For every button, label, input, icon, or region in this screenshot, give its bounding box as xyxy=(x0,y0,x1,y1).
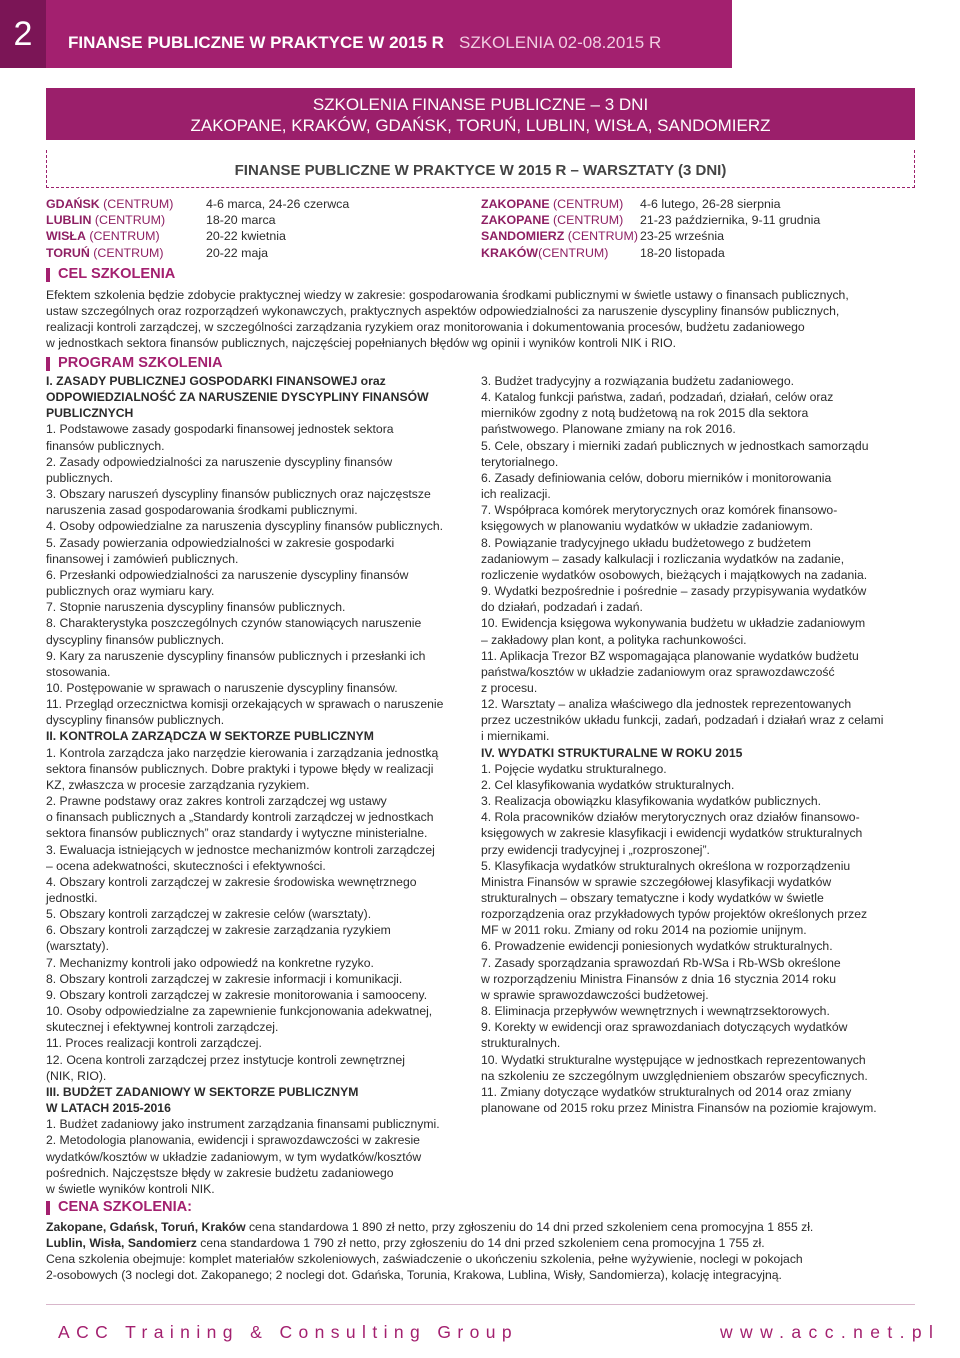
program-line: i miernikami. xyxy=(481,729,550,744)
banner-line-2: ZAKOPANE, KRAKÓW, GDAŃSK, TORUŃ, LUBLIN, WISŁA, SANDOMIERZ xyxy=(190,116,771,135)
header-bar xyxy=(0,0,732,68)
program-line: terytorialnego. xyxy=(481,454,559,469)
program-line: 12. Warsztaty – analiza właściwego dla jednostek reprezentowanych xyxy=(481,697,852,712)
program-line: ich realizacji. xyxy=(481,487,551,502)
program-line: 6. Prowadzenie ewidencji poniesionych wydatków strukturalnych. xyxy=(481,939,833,954)
program-line: stosowania. xyxy=(46,664,111,679)
program-line: 11. Przegląd orzecznictwa komisji orzekających w sprawach o naruszenie xyxy=(46,697,444,712)
program-line: 11. Zmiany dotyczące wydatków strukturalnych od 2014 oraz zmiany xyxy=(481,1084,852,1099)
program-line: 4. Katalog funkcji państwa, zadań, podzadań, działań, celów oraz xyxy=(481,390,834,405)
goal-line: w jednostkach sektora finansów publicznych, najczęściej popełnianych błędów wg opinii i wyników kontroli NIK i RIO. xyxy=(46,336,676,351)
program-line: 3. Budżet tradycyjny a rozwiązania budżetu zadaniowego. xyxy=(481,374,795,388)
program-line: 9. Korekty w ewidencji oraz sprawozdaniach dotyczących wydatków xyxy=(481,1020,848,1035)
program-line: naruszenia zasad gospodarowania środkami publicznymi. xyxy=(46,503,358,518)
location-dates: 18-20 listopada xyxy=(640,245,725,260)
program-line: KZ, zwłaszcza w procesie zarządzania ryzykiem. xyxy=(46,777,310,792)
program-line: dyscypliny finansów publicznych. xyxy=(46,632,225,647)
goal-line: realizacji kontroli zarządczej, w szczególności zarządzania ryzykiem oraz monitorowania i dokumentowania procesów, budżetu zadaniowego xyxy=(46,320,805,335)
program-line: W LATACH 2015-2016 xyxy=(46,1101,171,1116)
program-line: 6. Przesłanki odpowiedzialności za naruszenie dyscypliny finansów xyxy=(46,567,409,582)
location-row: TORUŃ (CENTRUM) xyxy=(46,245,164,260)
program-line: mierników zgodny z notą budżetową na rok 2015 dla sektora xyxy=(481,406,809,421)
program-line: księgowych w zakresie klasyfikacji i ewidencji wydatków strukturalnych xyxy=(481,826,863,841)
program-line: sektora finansów publicznych. Dobre praktyki i typowe błędy w realizacji xyxy=(46,761,434,776)
program-line: 11. Proces realizacji kontroli zarządczej. xyxy=(46,1036,262,1051)
price-heading: CENA SZKOLENIA: xyxy=(46,1199,192,1215)
program-line: I. ZASADY PUBLICZNEJ GOSPODARKI FINANSOWEJ oraz xyxy=(46,374,386,388)
program-line: II. KONTROLA ZARZĄDCZA W SEKTORZE PUBLICZNYM xyxy=(46,729,374,744)
program-line: w świetle wyników kontroli NIK. xyxy=(46,1181,215,1196)
location-row: GDAŃSK (CENTRUM) xyxy=(46,197,174,211)
location-row: KRAKÓW(CENTRUM) xyxy=(481,245,609,260)
program-line: 7. Zasady sporządzania sprawozdań Rb-WSa i Rb-WSb określone xyxy=(481,955,841,970)
price-line: 2-osobowych (3 noclegi dot. Zakopanego; 2 noclegi dot. Gdańska, Torunia, Krakowa, Lublina, Wisły, Sandomierza), kolację integracyjną. xyxy=(46,1268,782,1283)
program-line: publicznych oraz wymiaru kary. xyxy=(46,584,215,599)
program-line: 3. Ewaluacja istniejących w jednostce mechanizmów kontroli zarządczej xyxy=(46,842,435,857)
program-line: – zakładowy plan kont, a polityka rachunkowości. xyxy=(481,632,747,647)
location-row: LUBLIN (CENTRUM) xyxy=(46,213,166,228)
program-line: 5. Zasady powierzania odpowiedzialności w zakresie gospodarki xyxy=(46,535,395,550)
program-line: skutecznej i efektywnej kontroli zarządczej. xyxy=(46,1020,279,1035)
banner-line-1: SZKOLENIA FINANSE PUBLICZNE – 3 DNI xyxy=(312,95,649,114)
goal-heading: CEL SZKOLENIA xyxy=(46,266,175,282)
program-line: 9. Kary za naruszenie dyscypliny finansów publicznych i przesłanki ich xyxy=(46,648,426,663)
program-line: 2. Metodologia planowania, ewidencji i sprawozdawczości w zakresie xyxy=(46,1133,420,1148)
program-line: 3. Realizacja obowiązku klasyfikowania wydatków publicznych. xyxy=(481,794,822,809)
program-line: 10. Osoby odpowiedzialne za zapewnienie funkcjonowania adekwatnej, xyxy=(46,1004,433,1019)
page-number: 2 xyxy=(0,0,46,68)
program-line: publicznych. xyxy=(46,470,114,485)
program-line: 8. Eliminacja przepływów wewnętrznych i wewnątrzsektorowych. xyxy=(481,1004,830,1019)
program-line: (warsztaty). xyxy=(46,939,109,954)
program-line: państwowego. Planowane zmiany na rok 2016. xyxy=(481,422,736,437)
program-line: 8. Charakterystyka poszczególnych czynów stanowiących naruszenie xyxy=(46,616,422,631)
program-line: zadaniowym – zasady kalkulacji i rozliczania wydatków na zadanie, xyxy=(481,551,845,566)
program-line: przez uczestników układu funkcji, zadań, podzadań i działań wraz z celami xyxy=(481,713,884,728)
program-line: 7. Stopnie naruszenia dyscypliny finansów publicznych. xyxy=(46,600,346,615)
workshop-box xyxy=(46,150,915,188)
program-line: 1. Kontrola zarządcza jako narzędzie kierowania i zarządzania jednostką xyxy=(46,745,439,760)
workshop-title: FINANSE PUBLICZNE W PRAKTYCE W 2015 R – WARSZTATY (3 DNI) xyxy=(234,162,727,179)
program-line: 5. Cele, obszary i mierniki zadań publicznych w jednostkach samorządu xyxy=(481,438,869,453)
dates-right xyxy=(640,196,820,261)
location-dates: 20-22 kwietnia xyxy=(206,229,286,244)
program-line: sektora finansów publicznych” oraz standardy i wytyczne ministerialne. xyxy=(46,826,428,841)
program-line: 5. Obszary kontroli zarządczej w zakresie celów (warsztaty). xyxy=(46,907,372,922)
location-dates: 4-6 marca, 24-26 czerwca xyxy=(206,197,350,211)
program-line: do działań, podzadań i zadań. xyxy=(481,600,643,615)
program-line: 9. Obszary kontroli zarządczej w zakresie monitorowania i samooceny. xyxy=(46,987,428,1002)
program-right-column xyxy=(481,373,915,1116)
program-line: wydatków/kosztów w układzie zadaniowym, w tym wydatków/kosztów xyxy=(46,1149,422,1164)
program-line: 4. Osoby odpowiedzialne za naruszenia dyscypliny finansów publicznych. xyxy=(46,519,443,534)
program-line: 7. Współpraca komórek merytorycznych oraz komórek finansowo- xyxy=(481,503,838,518)
location-dates: 18-20 marca xyxy=(206,213,276,228)
price-line: Zakopane, Gdańsk, Toruń, Kraków cena standardowa 1 890 zł netto, przy zgłoszeniu do 14 dni przed szkoleniem cena promocyjna 1 855 zł. xyxy=(46,1220,814,1234)
program-line: 4. Rola pracowników działów merytorycznych oraz działów finansowo- xyxy=(481,810,860,825)
program-line: 11. Aplikacja Trezor BZ wspomagająca planowanie wydatków budżetu xyxy=(481,648,859,663)
program-line: 9. Wydatki bezpośrednie i pośrednie – zasady przypisywania wydatków xyxy=(481,584,867,599)
program-line: finansów publicznych. xyxy=(46,438,165,453)
program-line: 8. Obszary kontroli zarządczej w zakresie informacji i komunikacji. xyxy=(46,971,403,986)
program-line: III. BUDŻET ZADANIOWY W SEKTORZE PUBLICZNYM xyxy=(46,1084,359,1099)
program-line: PUBLICZNYCH xyxy=(46,406,134,421)
price-line: Cena szkolenia obejmuje: komplet materiałów szkoleniowych, zaświadczenie o ukończeniu szkolenia, pełne wyżywienie, noclegi w pokojach xyxy=(46,1252,803,1267)
price-text xyxy=(46,1219,915,1283)
program-line: w rozporządzeniu Ministra Finansów z dnia 16 stycznia 2014 roku xyxy=(481,971,836,986)
dates-left xyxy=(206,196,349,261)
program-line: strukturalnych – obszary tematyczne i kody wydatków w świetle xyxy=(481,891,824,905)
program-line: na szkoleniu ze szczególnym uwzględnieniem obszarów specyficznych. xyxy=(481,1068,868,1083)
locations-left xyxy=(46,196,173,261)
program-line: 5. Klasyfikacja wydatków strukturalnych określona w rozporządzeniu xyxy=(481,858,851,873)
training-banner xyxy=(46,88,915,140)
location-row: WISŁA (CENTRUM) xyxy=(46,229,160,244)
program-line: 6. Obszary kontroli zarządczej w zakresie zarządzania ryzykiem xyxy=(46,923,391,938)
location-dates: 4-6 lutego, 26-28 sierpnia xyxy=(640,197,781,211)
program-line: 8. Powiązanie tradycyjnego układu budżetowego z budżetem xyxy=(481,535,811,550)
program-line: z procesu. xyxy=(481,680,538,695)
program-line: księgowych w planowaniu wydatków w układzie zadaniowym. xyxy=(481,519,813,534)
program-line: 10. Ewidencja księgowa wykonywania budżetu w układzie zadaniowym xyxy=(481,616,866,631)
program-line: dyscypliny finansów publicznych. xyxy=(46,713,225,728)
goal-text xyxy=(46,287,915,351)
program-heading: PROGRAM SZKOLENIA xyxy=(46,355,223,371)
program-line: 10. Wydatki strukturalne występujące w jednostkach reprezentowanych xyxy=(481,1052,866,1067)
header-subtitle: SZKOLENIA 02-08.2015 R xyxy=(459,33,662,52)
price-line: Lublin, Wisła, Sandomierz cena standardowa 1 790 zł netto, przy zgłoszeniu do 14 dni przed szkoleniem cena promocyjna 1 755 zł. xyxy=(46,1236,765,1251)
program-line: MF w 2011 roku. Zmiany od roku 2014 na poziomie unijnym. xyxy=(481,923,807,938)
program-line: 3. Obszary naruszeń dyscypliny finansów publicznych oraz najczęstsze xyxy=(46,487,431,502)
program-line: (NIK, RIO). xyxy=(46,1068,107,1083)
footer-website[interactable]: www.acc.net.pl xyxy=(720,1322,941,1342)
program-line: 1. Budżet zadaniowy jako instrument zarządzania finansami publicznymi. xyxy=(46,1117,440,1132)
goal-line: Efektem szkolenia będzie zdobycie praktycznej wiedzy w zakresie: gospodarowania środkami publicznymi w świetle ustawy o finansach publicznych, xyxy=(46,288,849,302)
program-line: – ocena adekwatności, skuteczności i efektywności. xyxy=(46,858,326,873)
program-line: 2. Zasady odpowiedzialności za naruszenie dyscypliny finansów xyxy=(46,454,393,469)
program-line: 1. Podstawowe zasady gospodarki finansowej jednostek sektora xyxy=(46,422,394,437)
program-line: Ministra Finansów w sprawie szczegółowej klasyfikacji wydatków xyxy=(481,874,832,889)
program-line: IV. WYDATKI STRUKTURALNE W ROKU 2015 xyxy=(481,745,743,760)
program-line: państwa/kosztów w układzie zadaniowym oraz sprawozdawczość xyxy=(481,664,835,679)
program-line: strukturalnych. xyxy=(481,1036,561,1051)
program-line: 7. Mechanizmy kontroli jako odpowiedź na konkretne ryzyko. xyxy=(46,955,374,970)
program-line: pośrednich. Najczęstsze błędy w zakresie budżetu zadaniowego xyxy=(46,1165,394,1180)
location-row: ZAKOPANE (CENTRUM) xyxy=(481,213,624,228)
program-line: rozporządzenia oraz przykładowych typów projektów określonych przez xyxy=(481,907,868,922)
locations-right xyxy=(481,196,638,261)
program-line: jednostki. xyxy=(46,891,98,905)
program-line: ODPOWIEDZIALNOŚĆ ZA NARUSZENIE DYSCYPLINY FINANSÓW xyxy=(46,390,429,405)
program-line: 2. Prawne podstawy oraz zakres kontroli zarządczej wg ustawy xyxy=(46,794,387,809)
location-dates: 23-25 września xyxy=(640,229,725,244)
program-line: w sprawie sprawozdawczości budżetowej. xyxy=(481,987,709,1002)
program-left-column xyxy=(46,373,474,1197)
program-line: 6. Zasady definiowania celów, doboru mierników i monitorowania xyxy=(481,470,832,485)
location-dates: 21-23 października, 9-11 grudnia xyxy=(640,213,821,228)
program-line: rozliczenie wydatków osobowych, bieżących i majątkowych na zadania. xyxy=(481,567,868,582)
location-row: SANDOMIERZ (CENTRUM) xyxy=(481,229,638,244)
program-line: przy ewidencji tradycyjnej i „rozproszonej”. xyxy=(481,842,710,857)
program-line: 10. Postępowanie w sprawach o naruszenie dyscypliny finansów. xyxy=(46,680,398,695)
program-line: 2. Cel klasyfikowania wydatków strukturalnych. xyxy=(481,777,735,792)
program-line: finansowej i zamówień publicznych. xyxy=(46,551,239,566)
location-row: ZAKOPANE (CENTRUM) xyxy=(481,197,624,211)
footer-company: ACC Training & Consulting Group xyxy=(58,1322,519,1342)
program-line: 4. Obszary kontroli zarządczej w zakresie środowiska wewnętrznego xyxy=(46,874,417,889)
footer-divider xyxy=(46,1304,915,1305)
program-line: o finansach publicznych a „Standardy kontroli zarządczej w jednostkach xyxy=(46,810,434,825)
goal-line: ustaw szczególnych oraz rozporządzeń wykonawczych, praktycznych aspektów odpowiedzialności za naruszenie dyscypliny finansów publicznych, xyxy=(46,304,840,319)
program-line: 12. Ocena kontroli zarządczej przez instytucje kontroli zewnętrznej xyxy=(46,1052,406,1067)
header-title: FINANSE PUBLICZNE W PRAKTYCE W 2015 R xyxy=(68,33,444,52)
program-line: planowane od 2015 roku przez Ministra Finansów na poziomie krajowym. xyxy=(481,1101,877,1116)
program-line: 1. Pojęcie wydatku strukturalnego. xyxy=(481,761,667,776)
location-dates: 20-22 maja xyxy=(206,245,268,260)
